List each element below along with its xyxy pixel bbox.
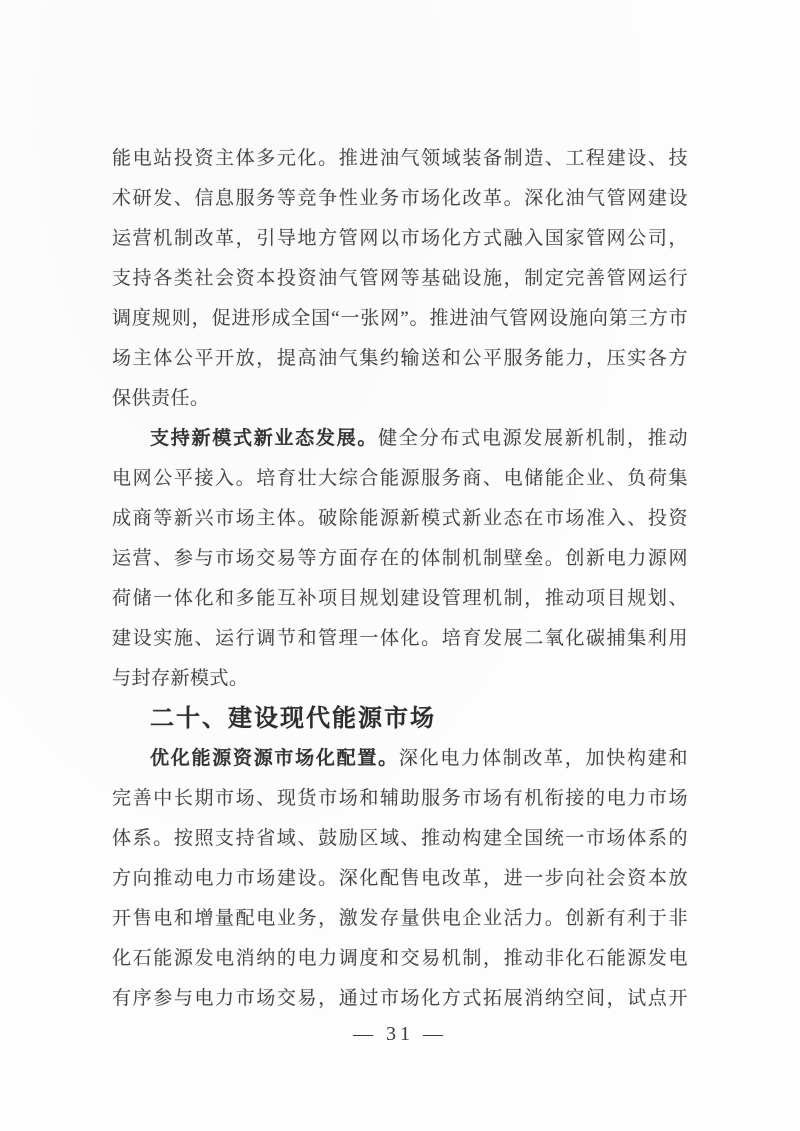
text-line: 支持各类社会资本投资油气管网等基础设施，制定完善管网运行 bbox=[112, 268, 688, 289]
paragraph-lead: 支持新模式新业态发展。 bbox=[150, 428, 379, 449]
text-line: 术研发、信息服务等竞争性业务市场化改革。深化油气管网建设 bbox=[112, 188, 688, 209]
text-line: 场主体公平开放，提高油气集约输送和公平服务能力，压实各方 bbox=[112, 348, 688, 369]
section-heading: 二十、建设现代能源市场 bbox=[150, 705, 436, 732]
text-line: 调度规则，促进形成全国“一张网”。推进油气管网设施向第三方市 bbox=[112, 308, 688, 329]
paragraph-lead: 优化能源资源市场化配置。 bbox=[150, 748, 399, 769]
text-line: 完善中长期市场、现货市场和辅助服务市场有机衔接的电力市场 bbox=[112, 788, 688, 809]
text-line: 与封存新模式。 bbox=[112, 668, 249, 689]
page-number: — 31 — bbox=[353, 1023, 447, 1045]
text-line: 支持新模式新业态发展。健全分布式电源发展新机制，推动 bbox=[150, 428, 688, 449]
text-line: 化石能源发电消纳的电力调度和交易机制，推动非化石能源发电 bbox=[112, 948, 688, 969]
text-line: 开售电和增量配电业务，激发存量供电企业活力。创新有利于非 bbox=[112, 908, 688, 929]
text-line: 建设实施、运行调节和管理一体化。培育发展二氧化碳捕集利用 bbox=[112, 628, 688, 649]
text-line: 荷储一体化和多能互补项目规划建设管理机制，推动项目规划、 bbox=[112, 588, 688, 609]
text-line: 能电站投资主体多元化。推进油气领域装备制造、工程建设、技 bbox=[112, 148, 688, 169]
text-line: 优化能源资源市场化配置。深化电力体制改革，加快构建和 bbox=[150, 748, 688, 769]
text-line: 运营机制改革，引导地方管网以市场化方式融入国家管网公司， bbox=[112, 228, 688, 249]
text-line: 运营、参与市场交易等方面存在的体制机制壁垒。创新电力源网 bbox=[112, 548, 688, 569]
document-body bbox=[112, 139, 688, 1047]
text-line: 有序参与电力市场交易，通过市场化方式拓展消纳空间，试点开 bbox=[112, 988, 688, 1009]
text-line: 方向推动电力市场建设。深化配售电改革，进一步向社会资本放 bbox=[112, 868, 688, 889]
text-line: 电网公平接入。培育壮大综合能源服务商、电储能企业、负荷集 bbox=[112, 468, 688, 489]
text-line: 体系。按照支持省域、鼓励区域、推动构建全国统一市场体系的 bbox=[112, 828, 688, 849]
text-line: 保供责任。 bbox=[112, 388, 210, 409]
text-line: 成商等新兴市场主体。破除能源新模式新业态在市场准入、投资 bbox=[112, 508, 688, 529]
